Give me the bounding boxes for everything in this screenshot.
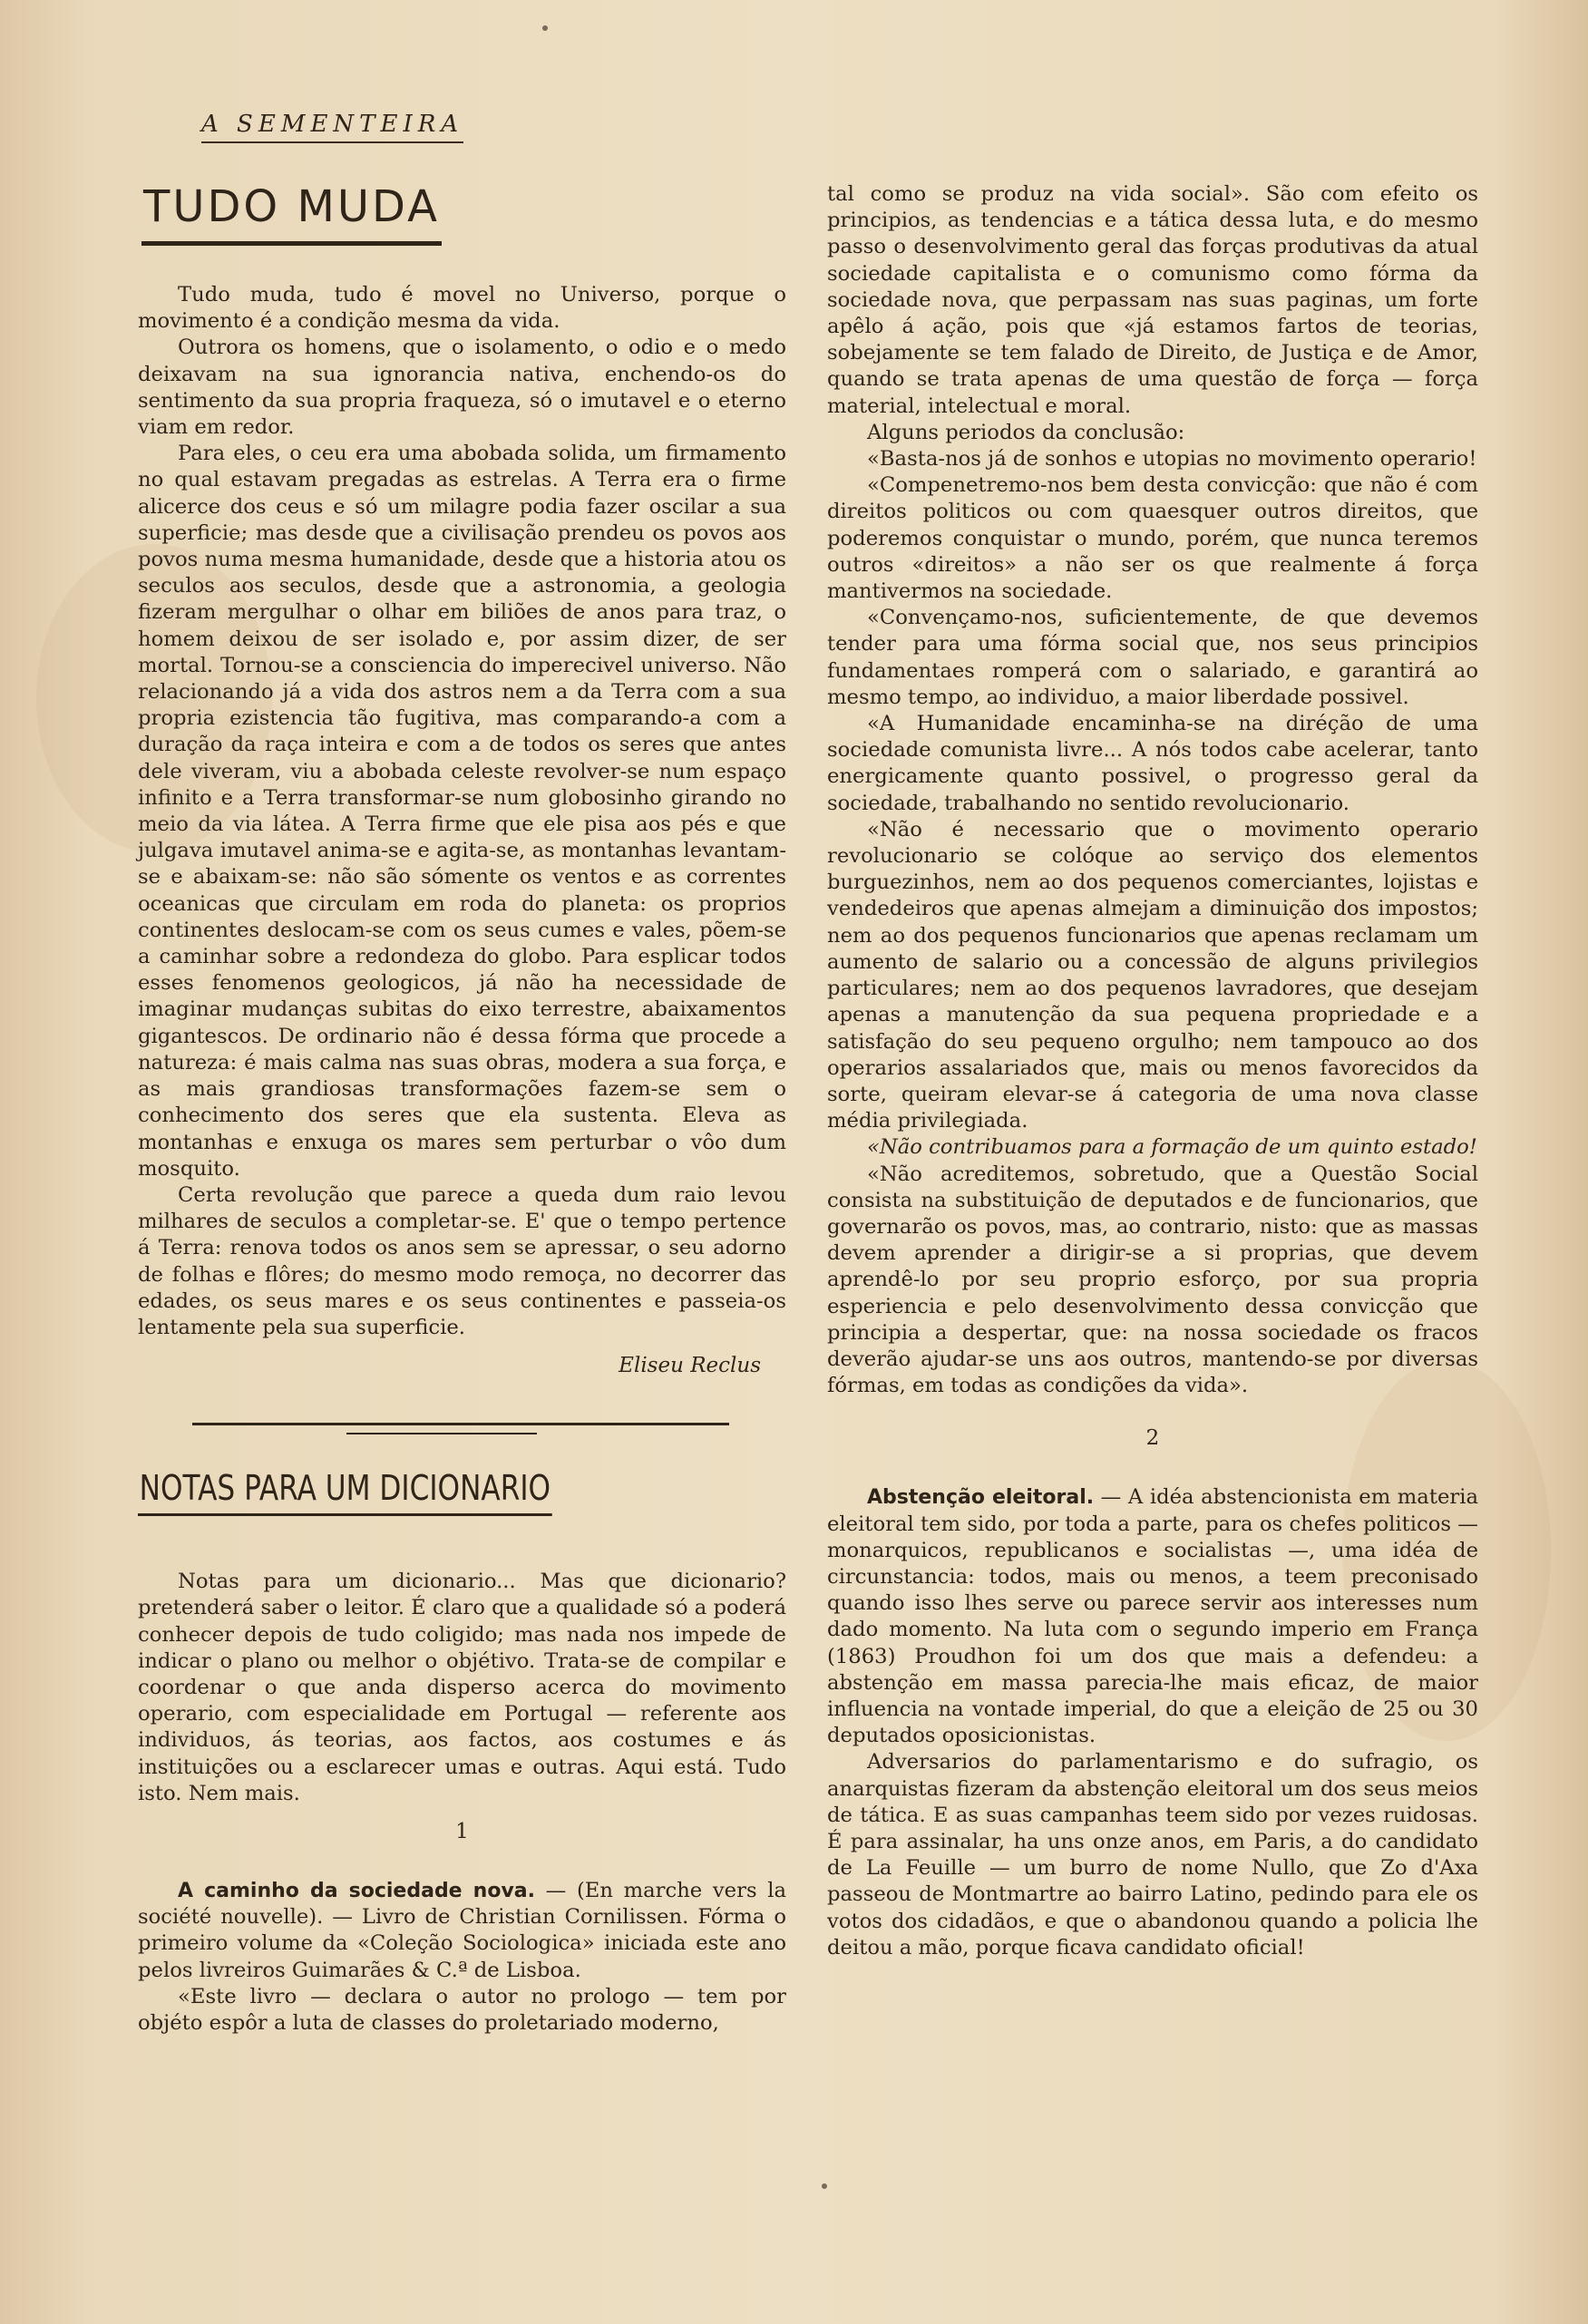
paper-speck [542,25,548,31]
divider-line [192,1423,729,1425]
paragraph: tal como se produz na vida social». São com efeito os principios, as tendencias e a tática dessa luta, e do mesmo passo o desenvolvimento geral das forças produtivas da atual sociedade capitalista e o comunismo como fórma da sociedade nova, que perpassam nas suas paginas, um forte apêlo á ação, pois que «já estamos fartos de teorias, sobejamente se tem falado de Direito, de Justiça e de Amor, quando se trata apenas de uma questão de força — força material, intelectual e moral. [827,182,1478,418]
paragraph: «Não acreditemos, sobretudo, que a Questão Social consista na substituição de deputados e de funcionarios, que governarão os povos, mas, ao contrario, nisto: que as massas devem aprender a dirigir-se a si proprias, que devem aprendê-lo por seu proprio esforço, por sua propria esperiencia e pelo desenvolvimento dessa convicção que principia a despertar, que: na nossa sociedade os fracos deverão ajudar-se uns aos outros, mantendo-se por diversas fórmas, em todas as condições da vida». [827,1162,1478,1398]
entry-text: — A idéa abstencionista em materia eleitoral tem sido, por toda a parte, para os chefes politicos — monarquicos, republicanos e socialistas —, uma idéa de circunstancia: todos, mais ou menos, a teem preconisado quando isso lhes serve ou parece servir aos interesses num dado momento. Na luta com o segundo imperio em França (1863) Proudhon foi um dos que mais a defendeu: a abstenção em massa parecia-lhe mais eficaz, de maior influencia na vontade imperial, do que a eleição de 25 ou 30 deputados oposicionistas. [827,1485,1478,1748]
paragraph: Tudo muda, tudo é movel no Universo, porque o movimento é a condição mesma da vida. [138,283,786,334]
paragraph: «Não contribuamos para a formação de um quinto estado! [867,1135,1477,1160]
paragraph: «Não é necessario que o movimento operario revolucionario se colóque ao serviço dos elementos burguezinhos, nem ao dos pequenos comerciantes, lojistas e vendedeiros que apenas almejam a diminuição dos impostos; nem ao dos pequenos funcionarios que apenas reclamam um aumento de salario ou a concessão de alguns privilegios particulares; nem ao dos pequenos lavradores, que desejam apenas a manutenção da sua pequena propriedade e a satisfação do seu pequeno orgulho; nem tampouco ao dos operarios assalariados que, mais ou menos favorecidos da sorte, queiram elevar-se á categoria de uma nova classe média privilegiada. [827,817,1478,1133]
paragraph: «A Humanidade encaminha-se na diréção de uma sociedade comunista livre... A nós todos cabe acelerar, tanto energicamente quanto possivel, o progresso geral da sociedade, trabalhando no sentido revolucionario. [827,712,1478,815]
section-number: 1 [455,1819,469,1843]
entry-heading: Abstenção eleitoral. [867,1486,1095,1510]
left-column [138,181,786,2037]
paragraph: Notas para um dicionario... Mas que dicionario? pretenderá saber o leitor. É claro que a qualidade só a poderá conhecer depois de tudo coligido; mas nada nos impede de indicar o plano ou melhor o objétivo. Trata-se de compilar e coordenar o que anda disperso acerca do movimento operario, com especialidade em Portugal — referente aos individuos, ás teorias, aos factos, aos costumes e ás instituições ou a esclarecer umas e outras. Aqui está. Tudo isto. Nem mais. [138,1570,786,1805]
entry-heading: A caminho da sociedade nova. [178,1879,536,1902]
article-title: TUDO MUDA [141,181,442,246]
paragraph: «Basta-nos já de sonhos e utopias no movimento operario! [867,447,1477,472]
section-divider [138,1408,786,1444]
section-number: 2 [1145,1426,1160,1451]
dictionary-entry [827,1484,1478,1749]
entry-text: — (En marche vers la société nouvelle). — Livro de Christian Cornilissen. Fórma o primeiro volume da «Coleção Sociologica» iniciada este ano pelos livreiros Guimarães & C.ª de Lisboa. [138,1878,787,1982]
running-title: A SEMENTEIRA [201,111,463,143]
paper-speck [822,2183,827,2189]
paragraph: Para eles, o ceu era uma abobada solida, um firmamento no qual estavam pregadas as estrelas. A Terra era o firme alicerce dos ceus e só um milagre podia fazer oscilar a sua superficie; mas desde que a civilisação prendeu os povos aos povos numa mesma humanidade, desde que a historia atou os seculos aos seculos, desde que a astronomia, a geologia fizeram mergulhar o olhar em biliões de anos para traz, o homem deixou de ser isolado e, por assim dizer, de ser mortal. Tornou-se a consciencia do imperecivel universo. Não relacionando já a vida dos astros nem a da Terra com a sua propria ezistencia tão fugitiva, mas comparando-a com a duração da raça inteira e com a de todos os seres que antes dele viveram, viu a abobada celeste revolver-se num espaço infinito e a Terra transformar-se num globosinho girando no meio da via látea. A Terra firme que ele pisa aos pés e que julgava imutavel anima-se e agita-se, as montanhas levantam-se e abaixam-se: não são sómente os ventos e as correntes oceanicas que circulam em roda do planeta: os proprios continentes deslocam-se com os seus cumes e vales, põem-se a caminhar sobre a redondeza do globo. Para esplicar todos esses fenomenos geologicos, já não ha necessidade de imaginar mudanças subitas do eixo terrestre, abaixamentos gigantescos. De ordinario não é dessa fórma que procede a natureza: é mais calma nas suas obras, modera a sua força, e as mais grandiosas transformações fazem-se sem o conhecimento dos seres que ela sustenta. Eleva as montanhas e enxuga os mares sem perturbar o vôo dum mosquito. [138,442,786,1181]
paragraph: Certa revolução que parece a queda dum raio levou milhares de seculos a completar-se. E' que o tempo pertence á Terra: renova todos os anos sem se apressar, o seu adorno de folhas e flôres; do mesmo modo remoça, no decorrer das edades, os seus mares e os seus continentes e passeia-os lentamente pela sua superficie. [138,1182,786,1339]
paragraph: Alguns periodos da conclusão: [867,420,1185,444]
author-signature: Eliseu Reclus [619,1354,761,1378]
article-title: NOTAS PARA UM DICIONARIO [138,1468,552,1516]
paragraph: Outrora os homens, que o isolamento, o odio e o medo deixavam na sua ignorancia nativa, enchendo-os do sentimento da sua propria fraqueza, só o imutavel e o eterno viam em redor. [138,335,786,440]
paragraph: Adversarios do parlamentarismo e do sufragio, os anarquistas fizeram da abstenção eleitoral um dos seus meios de tática. E as suas campanhas teem sido por vezes ruidosas. É para assinalar, ha uns onze anos, em Paris, a do candidato de La Feuille — um burro de nome Nullo, que Zo d'Axa passeou de Montmartre ao bairro Latino, pedindo para ele os votos dos cidadãos, e que o abandonou quando a policia lhe deitou a mão, porque ficava candidato oficial! [827,1750,1478,1959]
paragraph: «Este livro — declara o autor no prologo — tem por objéto espôr a luta de classes do proletariado moderno, [138,1984,786,2035]
paragraph: «Compenetremo-nos bem desta convicção: que não é com direitos politicos ou com quaesquer outros direitos, que poderemos conquistar o mundo, porém, que nunca teremos outros «direitos» a não ser os que realmente á força mantivermos na sociedade. [827,473,1478,604]
dictionary-entry [138,1878,786,1984]
right-column [827,181,1478,1961]
paragraph: «Convençamo-nos, suficientemente, de que devemos tender para uma fórma social que, nos seus principios fundamentaes romperá com o salariado, e garantirá ao mesmo tempo, ao individuo, a maior liberdade possivel. [827,606,1478,709]
divider-line [346,1433,537,1434]
